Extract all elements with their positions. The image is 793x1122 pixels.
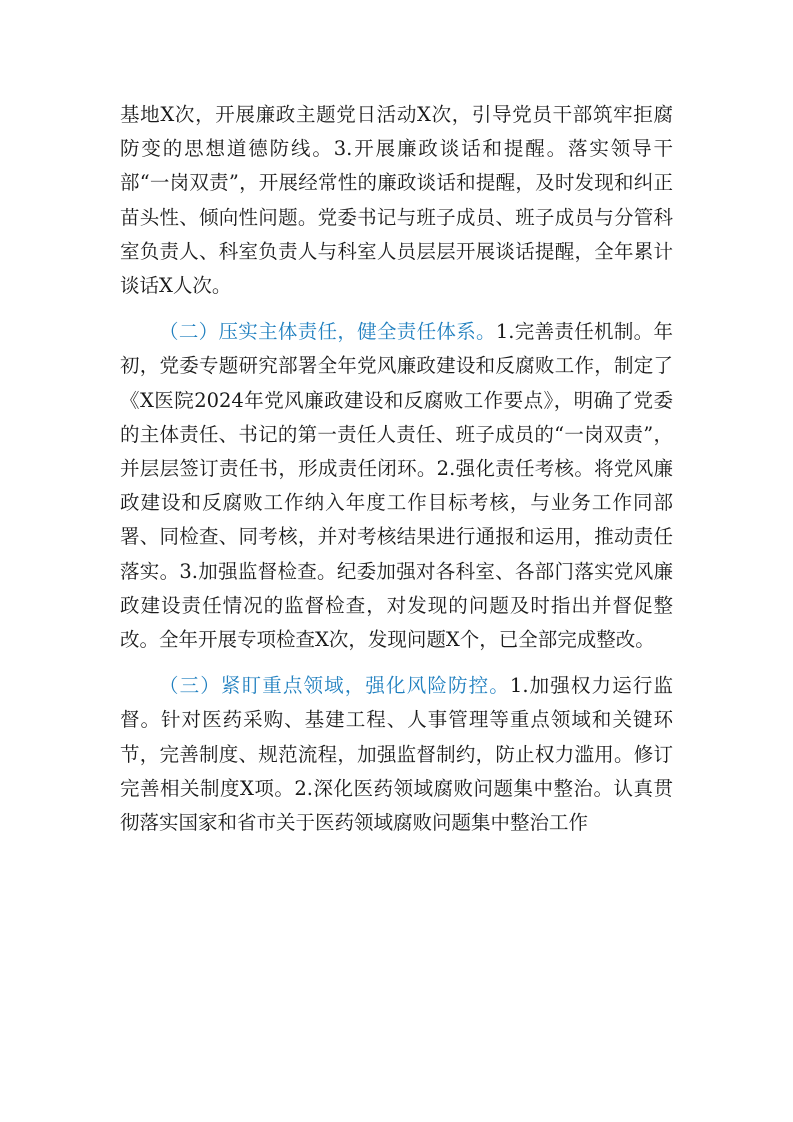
paragraph-section-3 [120,669,673,840]
paragraph-section-2 [120,315,673,657]
section-heading: （三）紧盯重点领域，强化风险防控。 [159,674,510,698]
section-heading: （二）压实主体责任，健全责任体系。 [159,320,496,344]
paragraph-continuation [120,98,673,303]
paragraph-text: 1.加强权力运行监督。针对医药采购、基建工程、人事管理等重点领域和关键环节，完善制度、规范流程，加强监督制约，防止权力滥用。修订完善相关制度X项。2.深化医药领域腐败问题集中整治。认真贯彻落实国家和省市关于医药领域腐败问题集中整治工作 [120,674,673,835]
document-body [120,98,673,840]
paragraph-text: 基地X次，开展廉政主题党日活动X次，引导党员干部筑牢拒腐防变的思想道德防线。3.开展廉政谈话和提醒。落实领导干部“一岗双责”，开展经常性的廉政谈话和提醒，及时发现和纠正苗头性、倾向性问题。党委书记与班子成员、班子成员与分管科室负责人、科室负责人与科室人员层层开展谈话提醒，全年累计谈话X人次。 [120,103,673,298]
paragraph-text: 1.完善责任机制。年初，党委专题研究部署全年党风廉政建设和反腐败工作，制定了《X医院2024年党风廉政建设和反腐败工作要点》，明确了党委的主体责任、书记的第一责任人责任、班子成员的“一岗双责”，并层层签订责任书，形成责任闭环。2.强化责任考核。将党风廉政建设和反腐败工作纳入年度工作目标考核，与业务工作同部署、同检查、同考核，并对考核结果进行通报和运用，推动责任落实。3.加强监督检查。纪委加强对各科室、各部门落实党风廉政建设责任情况的监督检查，对发现的问题及时指出并督促整改。全年开展专项检查X次，发现问题X个，已全部完成整改。 [120,320,673,652]
